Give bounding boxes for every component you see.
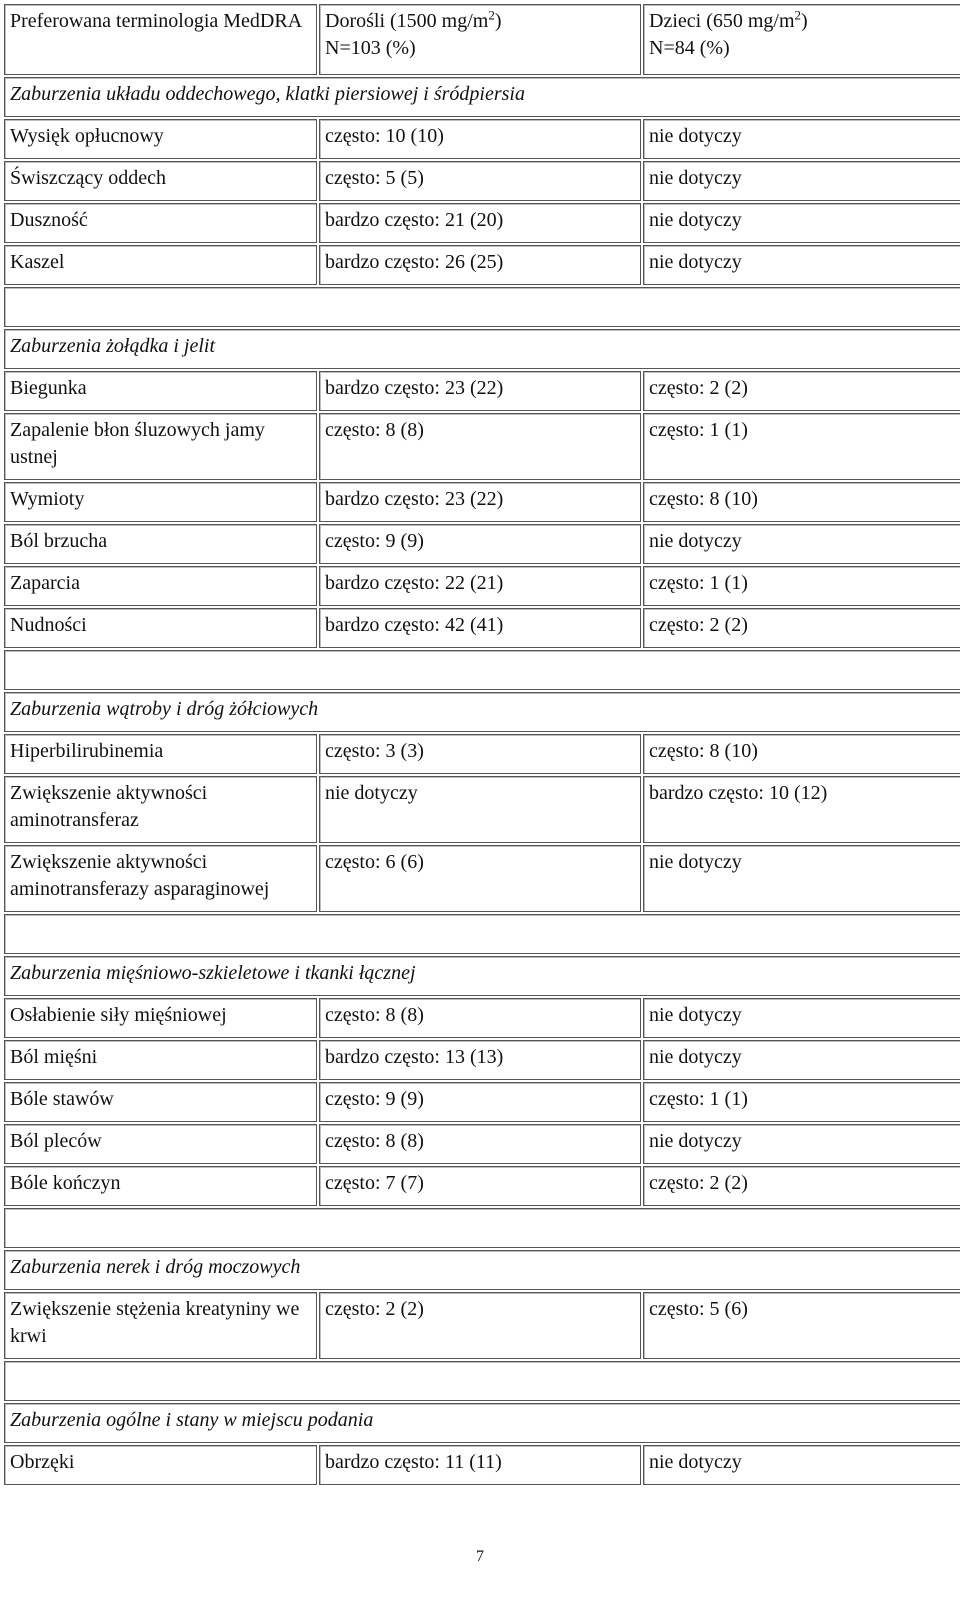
children-frequency-cell-text: nie dotyczy [649, 167, 742, 189]
adults-frequency-cell-text: bardzo często: 11 (11) [325, 1451, 502, 1473]
category-cell [4, 1250, 960, 1290]
children-frequency-cell-text: często: 1 (1) [649, 1088, 748, 1110]
adults-frequency-cell [319, 608, 641, 648]
adults-frequency-cell [319, 776, 641, 843]
spacer-cell [4, 287, 960, 327]
term-cell [4, 608, 317, 648]
table-body [4, 4, 960, 1485]
category-cell [4, 329, 960, 369]
children-frequency-cell [643, 1445, 960, 1485]
adults-frequency-cell-text: często: 10 (10) [325, 125, 444, 147]
term-cell [4, 1082, 317, 1122]
children-frequency-cell [643, 1292, 960, 1359]
children-frequency-cell [643, 413, 960, 480]
adults-frequency-cell [319, 161, 641, 201]
spacer-cell [4, 650, 960, 690]
term-cell [4, 413, 317, 480]
children-frequency-cell-text: nie dotyczy [649, 1451, 742, 1473]
adults-frequency-cell-text: często: 8 (8) [325, 1004, 424, 1026]
table-row [4, 734, 960, 774]
children-frequency-cell-text: nie dotyczy [649, 530, 742, 552]
table-row [4, 1292, 960, 1359]
adults-frequency-cell-text: często: 8 (8) [325, 419, 424, 441]
category-cell [4, 956, 960, 996]
adults-frequency-cell-text: bardzo często: 23 (22) [325, 377, 504, 399]
adults-frequency-cell-text: bardzo często: 13 (13) [325, 1046, 504, 1068]
header-children-line2: N=84 (%) [649, 37, 730, 59]
table-row [4, 845, 960, 912]
children-frequency-cell [643, 245, 960, 285]
children-frequency-cell [643, 203, 960, 243]
adults-frequency-cell [319, 1292, 641, 1359]
table-row [4, 1166, 960, 1206]
category-label: Zaburzenia mięśniowo-szkieletowe i tkanki łącznej [10, 962, 416, 984]
term-cell [4, 371, 317, 411]
category-cell [4, 692, 960, 732]
term-cell-text: Zwiększenie stężenia kreatyniny we krwi [10, 1298, 300, 1347]
header-adults-superscript: 2 [488, 7, 495, 23]
category-row [4, 1403, 960, 1443]
term-cell-text: Obrzęki [10, 1451, 75, 1473]
adults-frequency-cell-text: często: 6 (6) [325, 851, 424, 873]
term-cell [4, 524, 317, 564]
term-cell [4, 776, 317, 843]
category-cell [4, 77, 960, 117]
section-spacer-row [4, 287, 960, 327]
term-cell-text: Świszczący oddech [10, 167, 167, 189]
header-children-cell [643, 4, 960, 75]
term-cell-text: Hiperbilirubinemia [10, 740, 164, 762]
term-cell [4, 203, 317, 243]
children-frequency-cell [643, 371, 960, 411]
children-frequency-cell [643, 1040, 960, 1080]
adults-frequency-cell-text: często: 9 (9) [325, 1088, 424, 1110]
children-frequency-cell-text: często: 8 (10) [649, 740, 758, 762]
adults-frequency-cell [319, 524, 641, 564]
section-spacer-row [4, 1208, 960, 1248]
category-label: Zaburzenia nerek i dróg moczowych [10, 1256, 301, 1278]
term-cell [4, 482, 317, 522]
table-row [4, 203, 960, 243]
term-cell [4, 1292, 317, 1359]
adults-frequency-cell [319, 734, 641, 774]
children-frequency-cell-text: często: 2 (2) [649, 614, 748, 636]
children-frequency-cell [643, 1124, 960, 1164]
table-row [4, 1445, 960, 1485]
section-spacer-row [4, 914, 960, 954]
term-cell [4, 1445, 317, 1485]
children-frequency-cell-text: często: 1 (1) [649, 419, 748, 441]
table-row [4, 161, 960, 201]
children-frequency-cell [643, 119, 960, 159]
header-adults-line2: N=103 (%) [325, 37, 416, 59]
adults-frequency-cell-text: bardzo często: 42 (41) [325, 614, 504, 636]
children-frequency-cell-text: nie dotyczy [649, 125, 742, 147]
term-cell [4, 734, 317, 774]
header-children-superscript: 2 [794, 7, 802, 23]
adults-frequency-cell [319, 845, 641, 912]
adults-frequency-cell [319, 1166, 641, 1206]
section-spacer-row [4, 650, 960, 690]
category-row [4, 329, 960, 369]
table-row [4, 482, 960, 522]
category-label: Zaburzenia ogólne i stany w miejscu podania [10, 1409, 374, 1431]
children-frequency-cell-text: nie dotyczy [649, 1046, 742, 1068]
children-frequency-cell [643, 161, 960, 201]
adults-frequency-cell [319, 1082, 641, 1122]
term-cell-text: Ból brzucha [10, 530, 108, 552]
adults-frequency-cell-text: nie dotyczy [325, 782, 418, 804]
adults-frequency-cell-text: często: 2 (2) [325, 1298, 424, 1320]
header-adults-line1-end: ) [494, 10, 502, 32]
children-frequency-cell [643, 734, 960, 774]
term-cell-text: Osłabienie siły mięśniowej [10, 1004, 227, 1026]
table-row [4, 608, 960, 648]
spacer-cell [4, 1208, 960, 1248]
children-frequency-cell [643, 1082, 960, 1122]
term-cell [4, 845, 317, 912]
adults-frequency-cell-text: bardzo często: 22 (21) [325, 572, 504, 594]
term-cell [4, 1040, 317, 1080]
term-cell-text: Ból mięśni [10, 1046, 98, 1068]
table-row [4, 566, 960, 606]
term-cell [4, 998, 317, 1038]
adults-frequency-cell [319, 1124, 641, 1164]
adults-frequency-cell-text: bardzo często: 23 (22) [325, 488, 504, 510]
children-frequency-cell-text: nie dotyczy [649, 1004, 742, 1026]
term-cell [4, 245, 317, 285]
children-frequency-cell [643, 482, 960, 522]
adults-frequency-cell [319, 203, 641, 243]
table-row [4, 1040, 960, 1080]
term-cell [4, 1166, 317, 1206]
children-frequency-cell-text: często: 5 (6) [649, 1298, 748, 1320]
term-cell [4, 1124, 317, 1164]
children-frequency-cell [643, 524, 960, 564]
adults-frequency-cell [319, 413, 641, 480]
term-cell-text: Zaparcia [10, 572, 80, 594]
children-frequency-cell [643, 1166, 960, 1206]
header-term-label: Preferowana terminologia MedDRA [10, 10, 303, 32]
section-spacer-row [4, 1361, 960, 1401]
children-frequency-cell-text: nie dotyczy [649, 209, 742, 231]
table-row [4, 776, 960, 843]
category-label: Zaburzenia żołądka i jelit [10, 335, 215, 357]
header-row [4, 4, 960, 75]
category-row [4, 956, 960, 996]
adults-frequency-cell [319, 371, 641, 411]
children-frequency-cell [643, 776, 960, 843]
header-children-line1-end: ) [801, 10, 808, 32]
category-row [4, 77, 960, 117]
spacer-cell [4, 1361, 960, 1401]
term-cell-text: Bóle stawów [10, 1088, 114, 1110]
adults-frequency-cell-text: często: 5 (5) [325, 167, 424, 189]
adults-frequency-cell [319, 482, 641, 522]
term-cell [4, 119, 317, 159]
children-frequency-cell-text: nie dotyczy [649, 851, 742, 873]
children-frequency-cell [643, 566, 960, 606]
children-frequency-cell-text: często: 2 (2) [649, 377, 748, 399]
adults-frequency-cell [319, 1445, 641, 1485]
category-row [4, 692, 960, 732]
term-cell-text: Wysięk opłucnowy [10, 125, 164, 147]
page-number: 7 [476, 1548, 484, 1565]
adults-frequency-cell-text: często: 9 (9) [325, 530, 424, 552]
term-cell-text: Bóle kończyn [10, 1172, 121, 1194]
children-frequency-cell-text: często: 8 (10) [649, 488, 758, 510]
term-cell-text: Kaszel [10, 251, 65, 273]
header-adults-cell [319, 4, 641, 75]
header-adults-line1: Dorośli (1500 mg/m [325, 10, 489, 32]
table-row [4, 119, 960, 159]
children-frequency-cell-text: często: 1 (1) [649, 572, 748, 594]
table-row [4, 998, 960, 1038]
table-row [4, 245, 960, 285]
term-cell-text: Ból pleców [10, 1130, 102, 1152]
header-term-cell [4, 4, 317, 75]
term-cell-text: Duszność [10, 209, 88, 231]
term-cell-text: Zapalenie błon śluzowych jamy ustnej [10, 419, 265, 468]
children-frequency-cell-text: nie dotyczy [649, 251, 742, 273]
term-cell-text: Wymioty [10, 488, 85, 510]
adults-frequency-cell-text: bardzo często: 26 (25) [325, 251, 504, 273]
adults-frequency-cell [319, 998, 641, 1038]
adults-frequency-cell [319, 245, 641, 285]
adverse-reactions-table [2, 2, 960, 1487]
term-cell [4, 566, 317, 606]
children-frequency-cell-text: bardzo często: 10 (12) [649, 782, 828, 804]
category-cell [4, 1403, 960, 1443]
header-children-line1: Dzieci (650 mg/m [649, 10, 795, 32]
table-row [4, 1082, 960, 1122]
term-cell [4, 161, 317, 201]
term-cell-text: Biegunka [10, 377, 87, 399]
children-frequency-cell [643, 998, 960, 1038]
category-row [4, 1250, 960, 1290]
term-cell-text: Nudności [10, 614, 87, 636]
adults-frequency-cell-text: często: 8 (8) [325, 1130, 424, 1152]
category-label: Zaburzenia układu oddechowego, klatki piersiowej i śródpiersia [10, 83, 525, 105]
children-frequency-cell [643, 608, 960, 648]
adults-frequency-cell-text: bardzo często: 21 (20) [325, 209, 504, 231]
adults-frequency-cell [319, 1040, 641, 1080]
table-row [4, 371, 960, 411]
table-row [4, 1124, 960, 1164]
table-row [4, 413, 960, 480]
children-frequency-cell [643, 845, 960, 912]
adults-frequency-cell-text: często: 7 (7) [325, 1172, 424, 1194]
category-label: Zaburzenia wątroby i dróg żółciowych [10, 698, 319, 720]
children-frequency-cell-text: często: 2 (2) [649, 1172, 748, 1194]
term-cell-text: Zwiększenie aktywności aminotransferazy asparaginowej [10, 851, 270, 900]
adults-frequency-cell [319, 566, 641, 606]
spacer-cell [4, 914, 960, 954]
adults-frequency-cell-text: często: 3 (3) [325, 740, 424, 762]
children-frequency-cell-text: nie dotyczy [649, 1130, 742, 1152]
adults-frequency-cell [319, 119, 641, 159]
table-row [4, 524, 960, 564]
term-cell-text: Zwiększenie aktywności aminotransferaz [10, 782, 208, 831]
